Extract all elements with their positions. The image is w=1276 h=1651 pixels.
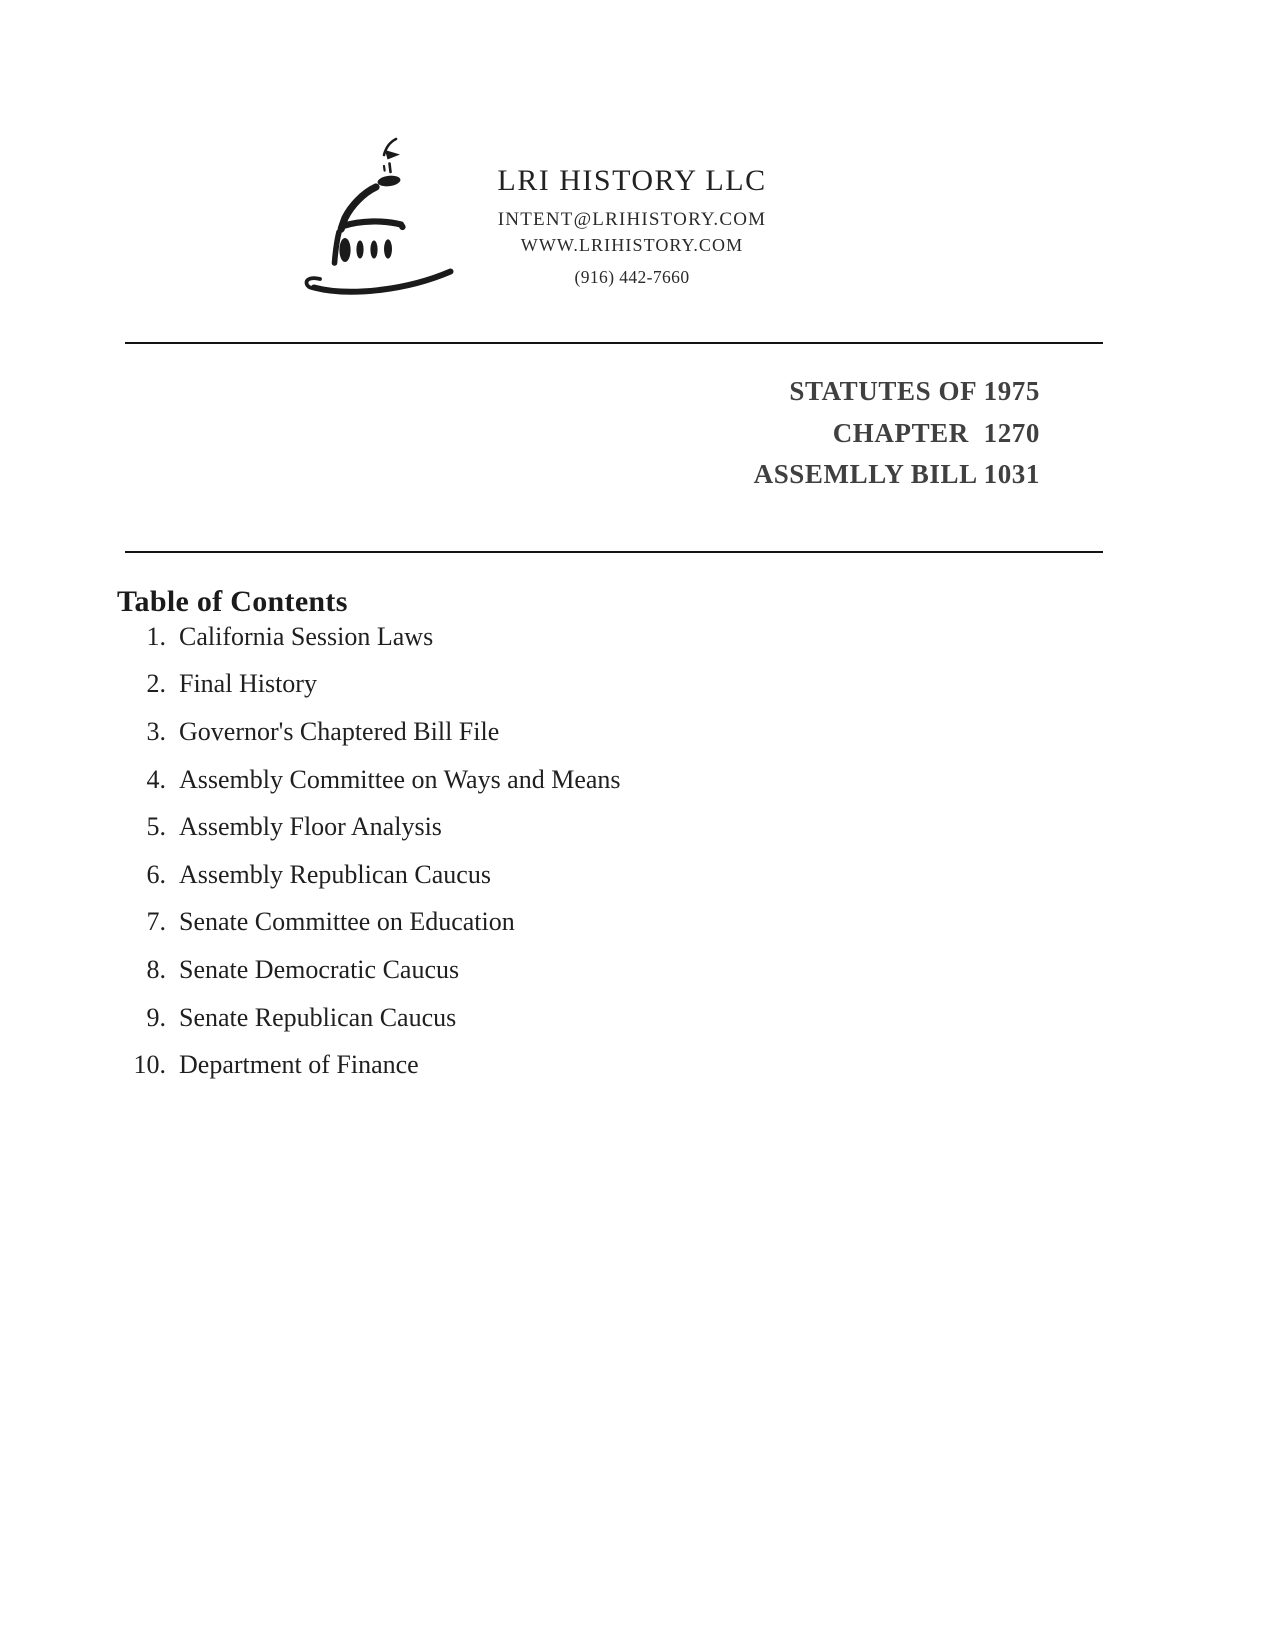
toc-item [117,613,621,661]
divider-bottom [125,551,1103,553]
toc-item-label: Senate Committee on Education [179,907,515,937]
toc-item-label: Assembly Republican Caucus [179,859,491,889]
toc-item-label: Department of Finance [179,1050,419,1080]
toc-item-label: California Session Laws [179,621,434,651]
toc-item [117,803,621,851]
toc-item-number: 3. [146,716,166,746]
toc-item [117,661,621,709]
divider-top [125,342,1103,344]
chapter-line: CHAPTER 1270 [832,417,1040,448]
toc-item-number: 6. [146,859,166,889]
statute-title-block [754,371,1040,496]
toc-item-label: Governor's Chaptered Bill File [179,716,500,746]
toc-item [117,756,621,804]
toc-item-number: 1. [146,621,166,651]
toc-item-number: 2. [146,669,166,699]
toc-item [117,1041,621,1089]
toc-item-label: Senate Republican Caucus [179,1002,457,1032]
statutes-line: STATUTES OF 1975 [789,376,1040,406]
toc-item [117,994,621,1042]
toc-item [117,899,621,947]
toc-item-number: 9. [146,1002,166,1032]
email-address: INTENT@LRIHISTORY.COM [497,209,767,230]
toc-item-label: Assembly Committee on Ways and Means [179,764,621,794]
toc-item-number: 7. [146,907,166,937]
toc-item-label: Assembly Floor Analysis [179,812,442,842]
toc-heading: Table of Contents [117,585,348,618]
assembly-bill-line: ASSEMLLY BILL 1031 [753,459,1040,489]
website-address: WWW.LRIHISTORY.COM [520,235,744,255]
toc-item-label: Senate Democratic Caucus [179,954,460,984]
toc-item [117,851,621,899]
toc-item-number: 8. [146,954,166,984]
company-name: LRI HISTORY LLC [497,164,767,197]
toc-item [117,708,621,756]
toc-item-label: Final History [179,669,317,699]
toc-item-number: 10. [133,1050,166,1080]
toc-item-number: 4. [146,764,166,794]
phone-number: (916) 442-7660 [574,267,690,287]
toc-item [117,946,621,994]
toc-item-number: 5. [146,812,166,842]
toc-list [117,613,621,1089]
